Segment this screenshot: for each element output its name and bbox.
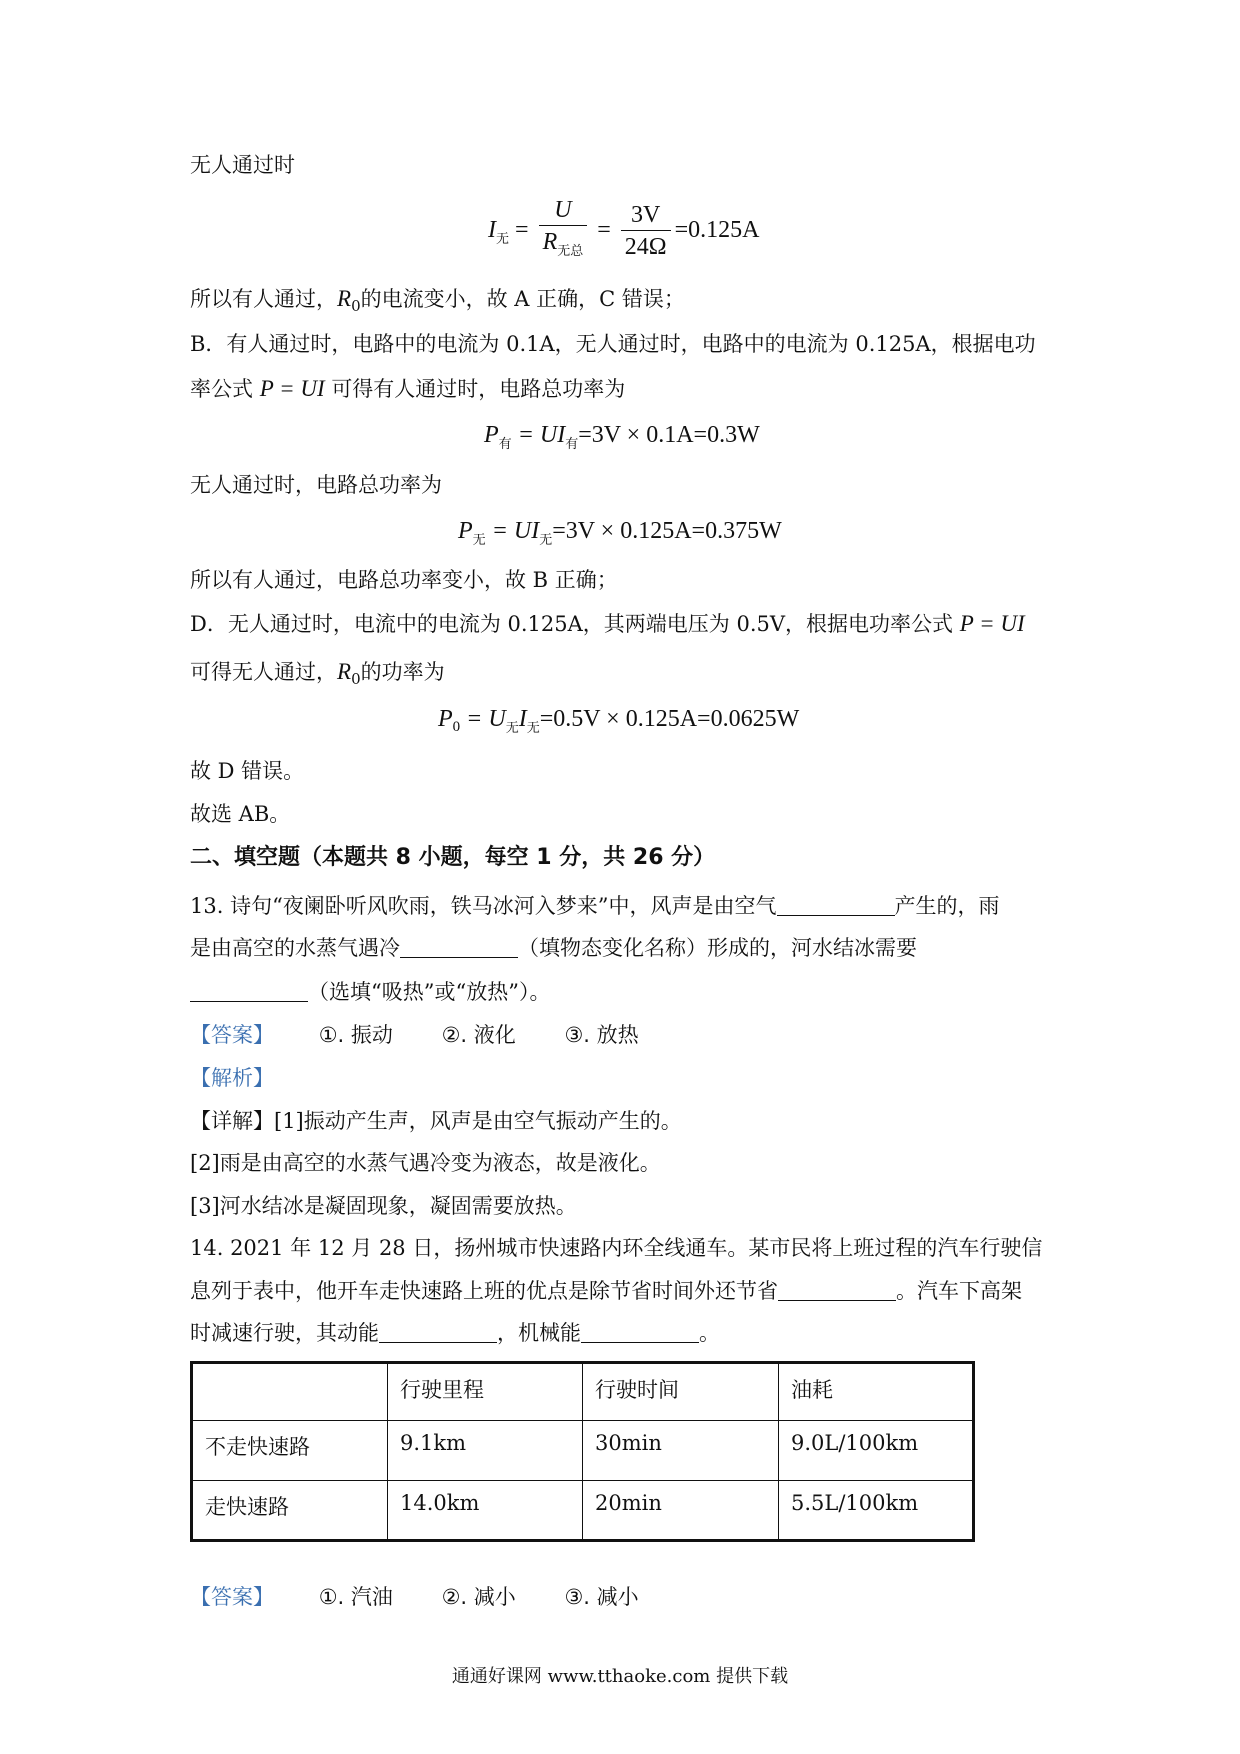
answer-blank — [379, 1322, 497, 1343]
table-cell — [192, 1363, 388, 1421]
fraction: $\frac{3V}{24\Omega}$ — [621, 200, 671, 263]
question-14-line: 14. 2021 年 12 月 28 日，扬州城市快速路内环全线通车。某市民将上班过程的汽车行驶信 — [190, 1236, 1043, 1260]
answer-tag: 【答案】 — [190, 1023, 274, 1047]
detail-line: 【详解】[1]振动产生声，风声是由空气振动产生的。 — [190, 1109, 682, 1133]
question-14-line: 时减速行驶，其动能 ，机械能 。 — [190, 1321, 720, 1345]
answer-blank — [190, 981, 308, 1002]
table-cell: 不走快速路 — [192, 1421, 388, 1481]
equation-power-r0: $P_0 = U_无I_无=0.5V \times 0.125A=0.0625W$ — [438, 706, 800, 736]
analysis-tag: 【解析】 — [190, 1066, 274, 1090]
question-13-line: 是由高空的水蒸气遇冷 （填物态变化名称）形成的，河水结冰需要 — [190, 936, 917, 960]
equation-power-with-person: $P_有 = UI_有=3V \times 0.1A=0.3W$ — [484, 422, 760, 452]
table-cell: 20min — [583, 1481, 779, 1541]
answer-blank — [778, 1280, 896, 1301]
text-line: 无人通过时 — [190, 153, 295, 177]
text-line: 无人通过时，电路总功率为 — [190, 473, 442, 497]
detail-line: [2]雨是由高空的水蒸气遇冷变为液态，故是液化。 — [190, 1151, 661, 1175]
text-line: 率公式 P = UI 可得有人通过时，电路总功率为 — [190, 376, 626, 401]
answer-line: 【答案】 ①. 振动 ②. 液化 ③. 放热 — [190, 1023, 639, 1047]
answer-tag: 【答案】 — [190, 1585, 274, 1609]
answer-blank — [400, 937, 518, 958]
answer-line: 【答案】 ①. 汽油 ②. 减小 ③. 减小 — [190, 1585, 639, 1609]
table-cell: 行驶里程 — [388, 1363, 583, 1421]
page-footer: 通通好课网 www.tthaoke.com 提供下载 — [451, 1666, 789, 1687]
text-line: 所以有人通过，$R_0$的电流变小，故 A 正确，C 错误； — [190, 286, 685, 315]
answer-blank — [777, 895, 895, 916]
text-line: D．无人通过时，电流中的电流为 0.125A，其两端电压为 0.5V，根据电功率公式 P = UI — [190, 611, 1025, 636]
driving-info-table — [190, 1361, 975, 1542]
table-row — [192, 1421, 974, 1481]
fraction: $\frac{U}{R_{无总}}$ — [539, 195, 588, 268]
table-cell: 5.5L/100km — [779, 1481, 974, 1541]
question-13-line: 13. 诗句“夜阑卧听风吹雨，铁马冰河入梦来”中，风声是由空气 产生的，雨 — [190, 894, 1000, 918]
table-cell: 走快速路 — [192, 1481, 388, 1541]
table-row — [192, 1481, 974, 1541]
text-line: 故选 AB。 — [190, 802, 291, 826]
section-heading: 二、填空题（本题共 8 小题，每空 1 分，共 26 分） — [190, 845, 716, 870]
question-13-line: （选填“吸热”或“放热”）。 — [190, 977, 550, 1007]
table-cell: 油耗 — [779, 1363, 974, 1421]
table-cell: 30min — [583, 1421, 779, 1481]
question-14-line: 息列于表中，他开车走快速路上班的优点是除节省时间外还节省 。汽车下高架 — [190, 1279, 1022, 1303]
analysis-line — [190, 1063, 274, 1093]
text-line: B．有人通过时，电路中的电流为 0.1A，无人通过时，电路中的电流为 0.125A，根据电功 — [190, 332, 1036, 356]
table-cell: 9.1km — [388, 1421, 583, 1481]
text-line: 故 D 错误。 — [190, 759, 305, 783]
detail-line: [3]河水结冰是凝固现象，凝固需要放热。 — [190, 1194, 577, 1218]
table-cell: 9.0L/100km — [779, 1421, 974, 1481]
table-cell: 14.0km — [388, 1481, 583, 1541]
text-line: 可得无人通过，$R_0$的功率为 — [190, 659, 445, 688]
equation-power-no-person: $P_无 = UI_无=3V \times 0.125A=0.375W$ — [458, 518, 782, 548]
text-line: 所以有人通过，电路总功率变小，故 B 正确； — [190, 568, 618, 592]
table-cell: 行驶时间 — [583, 1363, 779, 1421]
equation-current-no-person: $I_无$ = $\frac{U}{R_{无总}}$ = $\frac{3V}{24\Omega}$ =0.125A — [488, 195, 760, 268]
answer-blank — [581, 1322, 699, 1343]
table-header-row — [192, 1363, 974, 1421]
